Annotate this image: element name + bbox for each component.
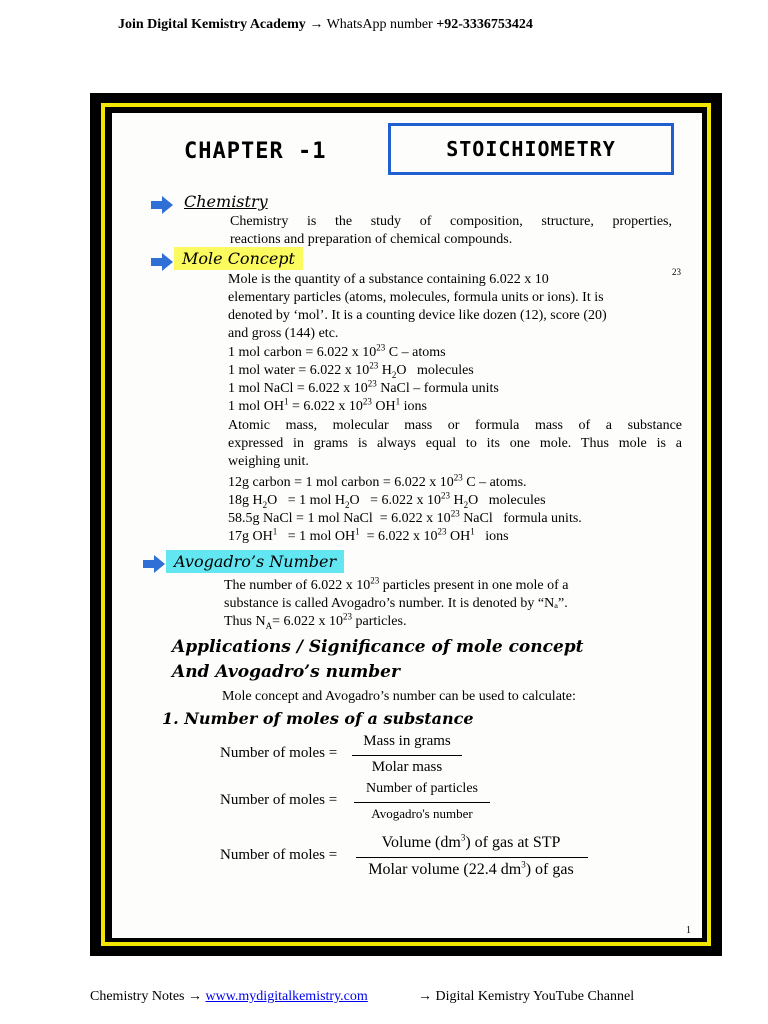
mole-concept-heading: Mole Concept [174,249,303,268]
avogadro-definition: The number of 6.022 x $10^{23}$ particles present in one mole of a substance is called Avogadro’s number. It is denoted by “Nₐ”. Thus $N_A= 6.022$ x $10^{23}$ particles. [224,575,569,631]
exponent: 23 [672,267,681,277]
applications-heading: Applications / Significance of mole concept [172,637,584,657]
footer-arrow-icon: → [418,989,432,1004]
whatsapp-number: +92-3336753424 [436,17,533,32]
notes-sheet: CHAPTER -1 STOICHIOMETRY Chemistry Chemistry is the study of composition, structure, properties, reactions and preparation of chemical compounds. Mole Concept Mole is the quantity of a substance containing 6.022 x 10 elementary particles (atoms, molecules, formula units or ions). It is denoted by ‘mol’. It is a counting device like dozen (12), score (20) and gross (144) etc. 23 1 mol carbon = 6.022 x $10^{23}$ C – atoms 1 mol water = 6.022 x $10^{23}$ $H_2O$ molecules 1 mol NaCl = 6.022 x $10^{23}$ NaCl – formula units 1 mol $OH^1 = 6.022$ x $10^{23}$ $OH^1$ ions Atomic mass, molecular mass or formula mass of a substance expressed in grams is always equal to its one mole. Thus mole is a weighing unit. 12g carbon = 1 mol carbon = 6.022 x $10^{23}$ C – atoms. 18g $H_2O = 1$ mol $H_2O = 6.022$ x $10^{23}$ $H_2O$ molecules 58.5g NaCl = 1 mol NaCl = 6.022 x $10^{23}$ NaCl formula units. 17g $OH^1 = 1$ mol $OH^1 = 6.022$ x $10^{23}$ $OH^1$ ions Avogadro’s Number The number of 6.022 x $10^{23}$ particles present in one mole of a substance is called Avogadro’s number. It is denoted by “Nₐ”. Thus $N_A= 6.022$ x $10^{23}$ particles. Applications / Significance of mole concept And Avogadro’s number Mole concept and Avogadro’s number can be used to calculate: 1. Number of moles of a substance Number of moles = Mass in grams Molar mass Number of moles = Number of particles Avogadro's number Number of moles = Volume $(dm^3)$ of gas at STP Molar volume (22.4 $dm^3$) of gas 1 [112,113,702,938]
academy-name: Join Digital Kemistry Academy [118,17,306,32]
chapter-title: STOICHIOMETRY [446,137,616,161]
chapter-title-box [388,123,674,175]
whatsapp-label: WhatsApp number [326,17,433,32]
applications-heading-2: And Avogadro’s number [172,662,400,682]
arrow-right-icon [150,195,174,215]
mole-definition: Mole is the quantity of a substance containing 6.022 x 10 elementary particles (atoms, molecules, formula units or ions). It is denoted by ‘mol’. It is a counting device like dozen (12), score (20) and gross (144) etc. [228,272,607,341]
youtube-channel-label: Digital Kemistry YouTube Channel [435,989,635,1004]
chapter-label: CHAPTER -1 [184,139,327,164]
page-number: 1 [686,925,691,936]
moles-subheading: 1. Number of moles of a substance [162,709,474,728]
website-link[interactable]: www.mydigitalkemistry.com [205,989,368,1004]
page-footer-right [418,989,634,1005]
chemistry-heading: Chemistry [184,192,268,211]
footer-notes-label: Chemistry Notes [90,989,185,1004]
page-footer [90,989,368,1005]
page-header [118,17,533,33]
gram-examples: 12g carbon = 1 mol carbon = 6.022 x $10^{23}$ C – atoms. 18g $H_2O = 1$ mol $H_2O = 6.022$ x $10^{23}$ $H_2O$ molecules 58.5g NaCl = 1 mol NaCl = 6.022 x $10^{23}$ NaCl formula units. 17g $OH^1 = 1$ mol $OH^1 = 6.022$ x $10^{23}$ $OH^1$ ions [228,472,582,544]
mole-examples: 1 mol carbon = 6.022 x $10^{23}$ C – atoms 1 mol water = 6.022 x $10^{23}$ $H_2O$ molecules 1 mol NaCl = 6.022 x $10^{23}$ NaCl – formula units 1 mol $OH^1 = 6.022$ x $10^{23}$ $OH^1$ ions [228,342,499,414]
arrow-right-icon [150,252,174,272]
header-arrow-icon: → [309,17,324,32]
avogadro-heading: Avogadro’s Number [166,552,344,571]
footer-arrow-icon: → [188,989,202,1004]
chemistry-definition: Chemistry is the study of composition, structure, properties, reactions and preparation of chemical compounds. [230,214,672,247]
applications-intro: Mole concept and Avogadro’s number can be used to calculate: [222,689,576,704]
molar-mass-paragraph: Atomic mass, molecular mass or formula mass of a substance expressed in grams is always equal to its one mole. Thus mole is a weighing unit. [228,418,682,469]
arrow-right-icon [142,554,166,574]
